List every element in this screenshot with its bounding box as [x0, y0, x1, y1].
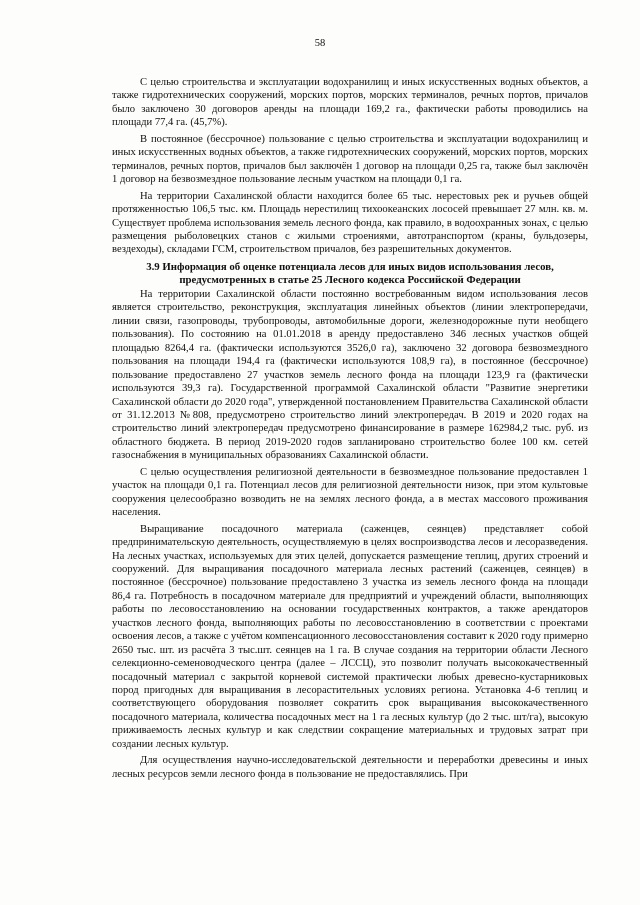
section-heading-line-2: предусмотренных в статье 25 Лесного кодекса Российской Федерации — [179, 274, 521, 287]
paragraph-reservoirs-permanent-use: В постоянное (бессрочное) пользование с целью строительства и эксплуатации водохранилищ и иных искусственных водных объектов, а также гидротехнических сооружений, морских портов, морских терминалов, речных портов, причалов был заключён 1 договор на площади 0,25 га, также был заключён 1 договор на безвозмездное пользование лесным участком на площади 0,1 га. — [112, 133, 588, 186]
paragraph-planting-material: Выращивание посадочного материала (саженцев, сеянцев) представляет собой предпринимательскую деятельность, осуществляемую в целях воспроизводства лесов и лесоразведения. На лесных участках, используемых для этих целей, допускается размещение теплиц, других строений и сооружений. Для выращивания посадочного материала лесных растений (саженцев, сеянцев) в постоянное (бессрочное) пользование предоставлено 3 участка из земель лесного фонда на площади 86,4 га. Потребность в посадочном материале для предприятий и учреждений области, выполняющих работы по лесовосстановлению на основании государственных контрактов, а также арендаторов участков лесного фонда, выполняющих работы по лесовосстановлению в соответствии с проектами освоения лесов, а также с учётом компенсационного лесовосстановления составит к 2020 году примерно 2650 тыс. шт. из расчёта 3 тыс.шт. сеянцев на 1 га. В случае создания на территории области Лесного селекционно-семеноводческого центра (далее – ЛССЦ), это позволит получать высококачественный посадочный материал с закрытой корневой системой практически любых древесно-кустарниковых пород пригодных для выращивания в лесорастительных условиях региона. Установка 4-6 теплиц и соответствующего оборудования позволяет сократить срок выращивания высококачественного посадочного материала, количества посадочных мест на 1 га лесных культур (до 2 тыс. шт/га), высокую приживаемость лесных культур и как следствии сокращение материальных и трудовых затрат при создании лесных культур. — [112, 523, 588, 750]
paragraph-religious-activity: С целью осуществления религиозной деятельности в безвозмездное пользование предоставлен 1 участок на площади 0,1 га. Потенциал лесов для религиозной деятельности низок, при этом культовые сооружения целесообразно возводить не на землях лесного фонда, а в местах массового проживания населения. — [112, 466, 588, 519]
paragraph-spawning-rivers: На территории Сахалинской области находится более 65 тыс. нерестовых рек и ручьев общей протяженностью 106,5 тыс. км. Площадь нерестилищ тихоокеанских лососей превышает 27 млн. кв. м. Существует проблема использования земель лесного фонда, как правило, в водоохранных зонах, с целью размещения рыболовецких станов с жилыми строениями, автотранспортом (краны, бульдозеры, вездеходы), складами ГСМ, строительством причалов, без разрешительных документов. — [112, 190, 588, 256]
section-heading-line-1: 3.9 Информация об оценке потенциала лесов для иных видов использования лесов, — [146, 260, 554, 273]
paragraph-linear-objects: На территории Сахалинской области постоянно востребованным видом использования лесов является строительство, реконструкция, эксплуатация линейных объектов (линии электропередачи, линии связи, газопроводы, трубопроводы, автомобильные дороги, железнодорожные пути необщего пользования). По состоянию на 01.01.2018 в аренду предоставлено 346 лесных участков общей площадью 8264,4 га. (фактически используются 3526,0 га), заключено 32 договора безвозмездного пользования на площади 194,4 га (фактически используются 108,9 га), в постоянное (бессрочное) пользование предоставлено 27 участков земель лесного фонда на площади 123,9 га (фактически используются 39,3 га). Государственной программой Сахалинской области "Развитие энергетики Сахалинской области до 2020 года", утвержденной постановлением Правительства Сахалинской области от 31.12.2013 №808, предусмотрено строительство линий электропередач. В 2019 и 2020 годах на строительство линий электропередач предусмотрено финансирование в размере 162984,2 тыс. руб. из областного бюджета. В период 2019-2020 годов запланировано строительство более 100 км. сетей газоснабжения в муниципальных образованиях Сахалинской области. — [112, 288, 588, 462]
document-body — [112, 76, 588, 781]
page-number: 58 — [314, 38, 326, 49]
paragraph-research-activity: Для осуществления научно-исследовательской деятельности и переработки древесины и иных лесных ресурсов земли лесного фонда в пользование не предоставлялись. При — [112, 755, 588, 780]
paragraph-reservoirs-leases: С целью строительства и эксплуатации водохранилищ и иных искусственных водных объектов, а также гидротехнических сооружений, морских портов, морских терминалов, речных портов, причалов было заключено 30 договоров аренды на площади 169,2 га., фактически работы проводились на площади 77,4 га. (45,7%). — [112, 77, 588, 129]
section-heading — [112, 261, 588, 288]
